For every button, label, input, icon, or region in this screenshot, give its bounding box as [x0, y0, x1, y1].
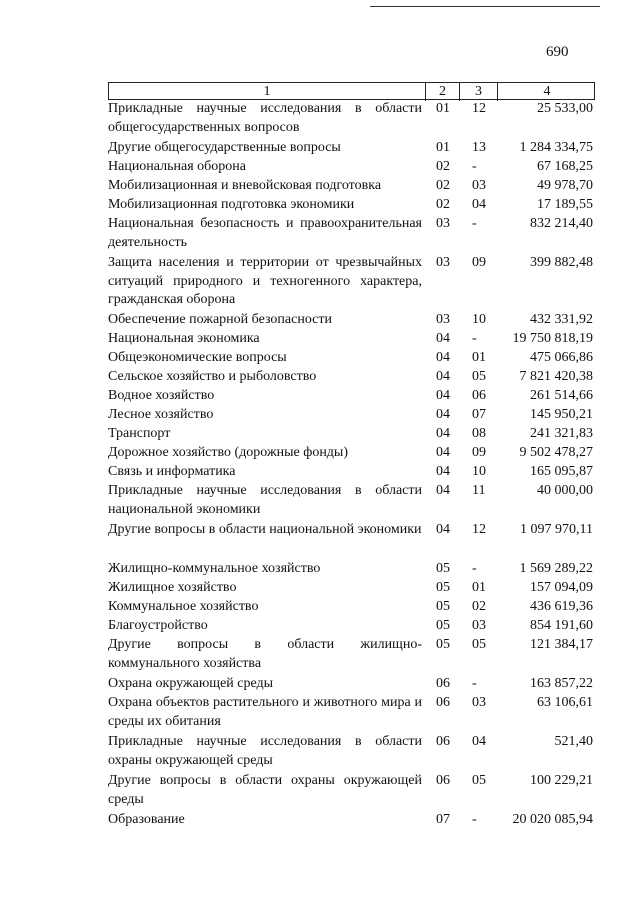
header-col-3: 3	[459, 83, 497, 101]
table-row	[108, 254, 595, 311]
row-name: Мобилизационная и вневойсковая подготовка	[108, 178, 382, 193]
table-row	[108, 387, 595, 406]
row-code-section: 06	[436, 676, 450, 691]
table-row	[108, 368, 595, 387]
row-amount: 19 750 818,19	[512, 331, 593, 346]
row-code-section: 02	[436, 178, 450, 193]
row-amount: 436 619,36	[530, 599, 593, 614]
row-name: Связь и информатика	[108, 464, 236, 479]
row-amount: 67 168,25	[537, 159, 593, 174]
row-name: Прикладные научные исследования в области национальной экономики	[108, 483, 422, 517]
table-row	[108, 330, 595, 349]
row-name: Другие вопросы в области жилищно-коммунального хозяйства	[108, 637, 422, 671]
row-name: Лесное хозяйство	[108, 407, 214, 422]
table-row	[108, 177, 595, 196]
row-name: Другие вопросы в области национальной экономики	[108, 522, 422, 537]
row-code-subsection: 04	[472, 197, 486, 212]
row-name: Коммунальное хозяйство	[108, 599, 259, 614]
table-row	[108, 444, 595, 463]
row-name: Обеспечение пожарной безопасности	[108, 312, 333, 327]
row-name: Благоустройство	[108, 618, 208, 633]
row-name: Дорожное хозяйство (дорожные фонды)	[108, 445, 349, 460]
table-row	[108, 598, 595, 617]
row-code-section: 05	[436, 637, 450, 652]
row-code-section: 04	[436, 350, 450, 365]
table-row	[108, 349, 595, 368]
row-amount: 1 569 289,22	[519, 561, 593, 576]
row-code-section: 04	[436, 445, 450, 460]
row-code-section: 04	[436, 426, 450, 441]
row-code-subsection: -	[472, 812, 477, 827]
row-amount: 1 284 334,75	[519, 140, 593, 155]
row-code-subsection: 01	[472, 580, 486, 595]
row-code-section: 06	[436, 695, 450, 710]
row-amount: 63 106,61	[537, 695, 593, 710]
row-name: Защита населения и территории от чрезвычайных ситуаций природного и техногенного характера, гражданская оборона	[108, 255, 422, 307]
row-name: Общеэкономические вопросы	[108, 350, 287, 365]
row-amount: 25 533,00	[537, 101, 593, 116]
row-name: Сельское хозяйство и рыболовство	[108, 369, 317, 384]
row-code-subsection: 06	[472, 388, 486, 403]
row-code-section: 07	[436, 812, 450, 827]
row-amount: 832 214,40	[530, 216, 593, 231]
table-row	[108, 521, 595, 560]
row-code-section: 05	[436, 599, 450, 614]
row-code-subsection: 04	[472, 734, 486, 749]
table-row	[108, 694, 595, 733]
top-rule	[370, 6, 600, 7]
row-amount: 163 857,22	[530, 676, 593, 691]
row-code-section: 04	[436, 407, 450, 422]
row-name: Мобилизационная подготовка экономики	[108, 197, 355, 212]
row-code-subsection: 10	[472, 464, 486, 479]
row-code-subsection: -	[472, 561, 477, 576]
row-amount: 49 978,70	[537, 178, 593, 193]
row-code-subsection: 03	[472, 178, 486, 193]
row-code-subsection: 02	[472, 599, 486, 614]
row-amount: 7 821 420,38	[519, 369, 593, 384]
row-code-section: 04	[436, 388, 450, 403]
row-code-subsection: 05	[472, 773, 486, 788]
row-code-subsection: 01	[472, 350, 486, 365]
row-name: Жилищно-коммунальное хозяйство	[108, 561, 321, 576]
row-name: Охрана объектов растительного и животного мира и среды их обитания	[108, 695, 422, 729]
row-code-subsection: 12	[472, 101, 486, 116]
header-col-1: 1	[263, 84, 271, 99]
row-amount: 399 882,48	[530, 255, 593, 270]
table-row	[108, 406, 595, 425]
row-code-subsection: 12	[472, 522, 486, 537]
row-amount: 121 384,17	[530, 637, 593, 652]
row-code-section: 04	[436, 483, 450, 498]
row-code-section: 01	[436, 101, 450, 116]
row-amount: 432 331,92	[530, 312, 593, 327]
table-row	[108, 617, 595, 636]
row-code-subsection: 13	[472, 140, 486, 155]
row-code-subsection: 10	[472, 312, 486, 327]
table-row	[108, 425, 595, 444]
row-name: Водное хозяйство	[108, 388, 215, 403]
table-row	[108, 733, 595, 772]
page-number: 690	[546, 44, 569, 60]
row-amount: 145 950,21	[530, 407, 593, 422]
budget-table	[108, 82, 595, 830]
row-amount: 1 097 970,11	[520, 522, 593, 537]
table-row	[108, 636, 595, 675]
row-code-subsection: -	[472, 159, 477, 174]
row-amount: 9 502 478,27	[519, 445, 593, 460]
row-code-section: 06	[436, 773, 450, 788]
table-row	[108, 100, 595, 139]
table-row	[108, 158, 595, 177]
row-code-section: 01	[436, 140, 450, 155]
row-amount: 521,40	[554, 734, 593, 749]
row-code-section: 05	[436, 618, 450, 633]
row-code-subsection: -	[472, 216, 477, 231]
table-row	[108, 215, 595, 254]
table-row	[108, 463, 595, 482]
row-code-section: 04	[436, 331, 450, 346]
table-row	[108, 139, 595, 158]
header-col-2: 2	[425, 83, 459, 101]
table-row	[108, 579, 595, 598]
row-code-subsection: 05	[472, 369, 486, 384]
table-row	[108, 196, 595, 215]
table-row	[108, 311, 595, 330]
row-amount: 100 229,21	[530, 773, 593, 788]
table-row	[108, 675, 595, 694]
table-row	[108, 482, 595, 521]
row-code-subsection: 05	[472, 637, 486, 652]
row-amount: 157 094,09	[530, 580, 593, 595]
row-code-section: 03	[436, 216, 450, 231]
row-name: Национальная безопасность и правоохранительная деятельность	[108, 216, 422, 250]
row-amount: 854 191,60	[530, 618, 593, 633]
row-code-section: 02	[436, 159, 450, 174]
row-name: Другие вопросы в области охраны окружающей среды	[108, 773, 422, 807]
row-code-subsection: 09	[472, 255, 486, 270]
row-amount: 165 095,87	[530, 464, 593, 479]
row-name: Охрана окружающей среды	[108, 676, 274, 691]
row-name: Жилищное хозяйство	[108, 580, 237, 595]
row-name: Другие общегосударственные вопросы	[108, 140, 341, 155]
table-body	[108, 100, 595, 830]
row-code-section: 03	[436, 255, 450, 270]
row-amount: 261 514,66	[530, 388, 593, 403]
table-row	[108, 560, 595, 579]
row-code-subsection: 11	[472, 483, 486, 498]
row-code-section: 04	[436, 522, 450, 537]
row-name: Транспорт	[108, 426, 171, 441]
row-code-section: 02	[436, 197, 450, 212]
table-header	[108, 82, 595, 100]
row-code-subsection: 07	[472, 407, 486, 422]
table-row	[108, 811, 595, 830]
row-amount: 241 321,83	[530, 426, 593, 441]
row-name: Прикладные научные исследования в области охраны окружающей среды	[108, 734, 422, 768]
header-col-4: 4	[497, 83, 596, 101]
row-code-section: 03	[436, 312, 450, 327]
row-code-subsection: 03	[472, 695, 486, 710]
row-code-section: 06	[436, 734, 450, 749]
row-amount: 475 066,86	[530, 350, 593, 365]
row-amount: 17 189,55	[537, 197, 593, 212]
row-name: Национальная экономика	[108, 331, 260, 346]
row-code-section: 04	[436, 464, 450, 479]
row-code-section: 04	[436, 369, 450, 384]
row-amount: 20 020 085,94	[512, 812, 593, 827]
row-code-section: 05	[436, 561, 450, 576]
table-row	[108, 772, 595, 811]
row-code-subsection: -	[472, 331, 477, 346]
row-name: Образование	[108, 812, 185, 827]
row-code-subsection: 08	[472, 426, 486, 441]
row-code-subsection: 03	[472, 618, 486, 633]
row-code-subsection: 09	[472, 445, 486, 460]
row-name: Прикладные научные исследования в области общегосударственных вопросов	[108, 101, 422, 135]
row-amount: 40 000,00	[537, 483, 593, 498]
row-name: Национальная оборона	[108, 159, 246, 174]
row-code-subsection: -	[472, 676, 477, 691]
row-code-section: 05	[436, 580, 450, 595]
